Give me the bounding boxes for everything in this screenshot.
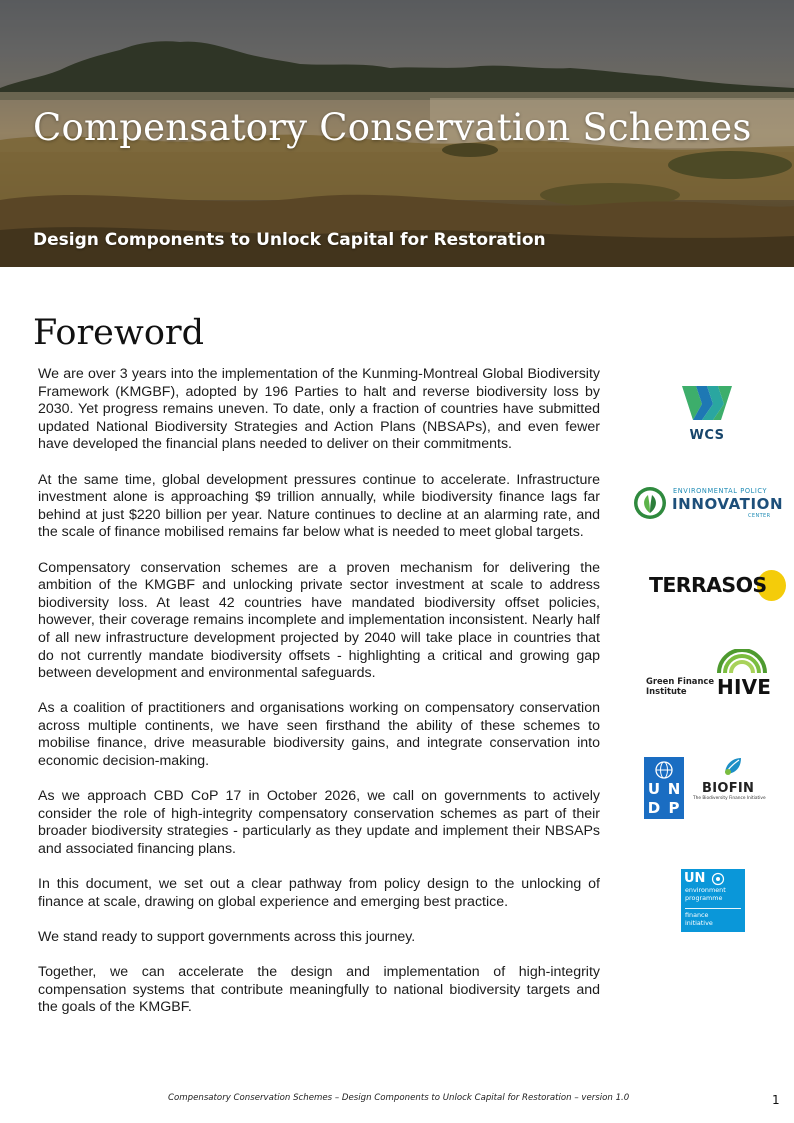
foreword-heading: Foreword [33,313,205,353]
epic-line-2: INNOVATION [672,495,784,513]
gfi-line-1: Green Finance [646,676,715,686]
unep-line-2: programme [685,894,723,902]
foreword-paragraph: As we approach CBD CoP 17 in October 2026, we call on governments to actively consider the role of high-integrity compensatory conservation schemes as part of their broader biodiversity strategies - particularly as they update and implement their NBSAPs and associated financing plans. [38,788,600,858]
unep-un-mark: UN [684,871,706,886]
un-emblem-icon [652,760,676,780]
foreword-paragraph: Compensatory conservation schemes are a proven mechanism for delivering the ambition of the KMGBF and unlocking private sector investment at scale to address biodiversity loss. At least 42 countries have mandated biodiversity offset policies, however, their coverage remains incomplete and implementation inconsistent. Nearly half of all new infrastructure development projected by 2040 will take place in countries that do not currently mandate biodiversity offsets - highlighting a critical and growing gap between development and environmental safeguards. [38,559,600,682]
foreword-paragraph: At the same time, global development pressures continue to accelerate. Infrastructure investment alone is approaching $9 trillion annually, while biodiversity finance lags far behind at just $220 billion per year. Nature continues to decline at an alarming rate, and the scale of finance mobilised remains far below what is needed to meet global targets. [38,471,600,541]
wcs-logo [680,384,734,443]
foreword-paragraph: As a coalition of practitioners and organisations working on compensatory conservation across multiple continents, we have seen firsthand the ability of these schemes to mobilise finance, drive measurable biodiversity gains, and integrate conservation into economic decision-making. [38,700,600,770]
wcs-w-mark-icon [680,384,734,422]
page-number: 1 [772,1093,780,1107]
biofin-wordmark: BIOFIN [702,781,755,796]
epic-logo [633,484,783,522]
undp-letter: D [647,799,661,817]
epic-line-1: ENVIRONMENTAL POLICY [673,487,768,495]
biofin-leaf-icon [721,756,743,778]
terrasos-wordmark: TERRASOS [649,573,767,597]
foreword-paragraph: We are over 3 years into the implementation of the Kunming-Montreal Global Biodiversity Framework (KMGBF), adopted by 196 Parties to halt and reverse biodiversity loss by 2030. Yet progress remains uneven. To date, only a fraction of countries have submitted updated National Biodiversity Strategies and Action Plans (NBSAPs), and even fewer have developed the financial plans needed to deliver on their commitments. [38,366,600,453]
wcs-wordmark: WCS [689,428,725,443]
foreword-paragraph: Together, we can accelerate the design and implementation of high-integrity compensation systems that contribute meaningfully to national biodiversity targets and the goals of the KMGBF. [38,964,600,1016]
unep-line-4: initiative [685,919,713,927]
foreword-paragraph: We stand ready to support governments across this journey. [38,929,416,945]
page-footer: Compensatory Conservation Schemes – Design Components to Unlock Capital for Restoration – version 1.0 [168,1093,630,1103]
hero-banner [0,0,794,267]
biofin-logo [693,756,773,804]
unep-fi-logo [681,869,745,932]
foreword-paragraph: In this document, we set out a clear pathway from policy design to the unlocking of finance at scale, drawing on global experience and emerging best practice. [38,876,600,910]
document-subtitle: Design Components to Unlock Capital for Restoration [33,230,546,250]
undp-letter: N [667,780,681,798]
undp-letter: U [647,780,661,798]
biofin-tagline: The Biodiversity Finance Initiative [693,796,766,801]
unep-divider [685,908,741,909]
foreword-body [38,366,600,1035]
undp-letter: P [668,799,680,817]
unep-line-3: finance [685,911,709,919]
epic-leaf-icon [633,486,667,520]
gfi-hive-logo [646,649,771,697]
unep-line-1: environment [685,886,726,894]
terrasos-logo [649,568,789,604]
epic-line-3: CENTER [748,513,771,519]
gfi-line-2: Institute [646,686,687,696]
un-emblem-icon [711,872,725,886]
document-title: Compensatory Conservation Schemes [33,106,752,149]
hive-wordmark: HIVE [717,675,772,699]
hive-arc-icon [717,649,767,675]
undp-logo [644,757,684,819]
